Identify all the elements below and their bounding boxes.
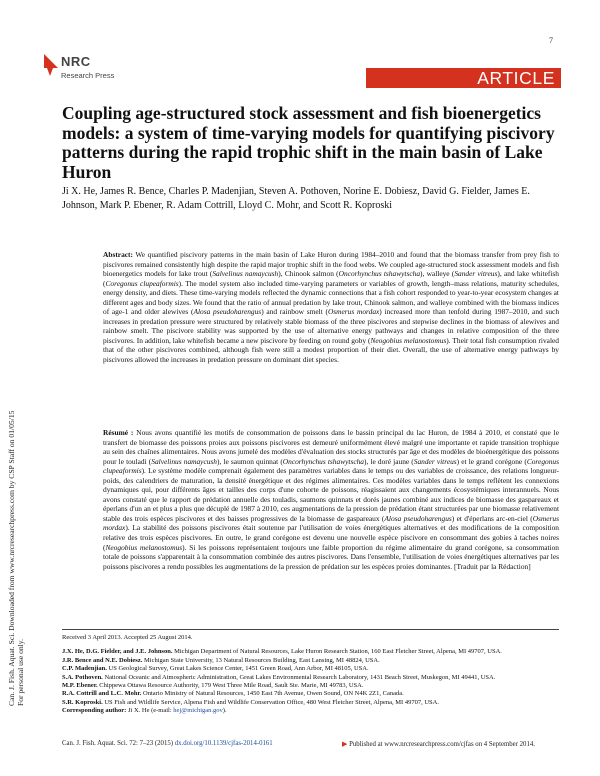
affiliation [62,674,559,682]
abstract-text: ). Their total fish consumption rivaled that of the other piscivores combined, although fish were still a modest proportion of their diet. Overall, the use of alternative energy pathways by piscivores allowed the increases in predation pressure on dominant diet species. [103,335,559,365]
abstract-text: We quantified piscivory patterns in the main basin of Lake Huron during 1984–2010 and found that the biomass transfer from prey fish to piscivores remained consistently high despite the rapid major trophic shift in the food webs. We coupled age-structured stock assessment models and fish bioenergetics models for lake trout ( [103,250,559,279]
resume-label: Résumé : [103,428,134,437]
abstract-text: ) increased more than tenfold during 1987–2010, and such increases in predation pressure were structured by relatively stable biomass of the three piscivores and stepwise declines in the biomass of alewives and rainbow smelt. The piscivore stability was supported by the use of alternative energy pathways and changes in relative composition of the three piscivores. In addition, lake whitefish became a new piscivore by feeding on round goby ( [103,307,560,345]
paper-title: Coupling age-structured stock assessment and fish bioenergetics models: a system of time-varying models for quantifying piscivory patterns during the rapid trophic shift in the main basin of Lake Huron [62,103,555,182]
resume-text: ), le doré jaune ( [364,456,414,466]
species-name: Coregonus clupeaformis [103,456,559,476]
download-stamp-line1: Can. J. Fish. Aquat. Sci. Downloaded from www.nrcresearchpress.com by CSP Staff on 01/05/15 [7,410,16,706]
affiliation-names: M.P. Ebener. [62,682,98,690]
resume-text: ) et le grand corégone ( [456,456,527,466]
published-text: Published at www.nrcresearchpress.com/cjfas on 4 September 2014. [347,741,535,748]
affiliation-address: US Fish and Wildlife Service, Alpena Fish and Wildlife Conservation Office, 480 West Fletcher Street, Alpena, MI 49707, USA. [102,698,439,706]
species-name: Osmerus mordax [327,307,380,317]
author-list: Ji X. He, James R. Bence, Charles P. Madenjian, Steven A. Pothoven, Norine E. Dobiesz, David G. Fielder, James E. Johnson, Mark P. Ebener, R. Adam Cottrill, Lloyd C. Mohr, and Scott R. Koproski [62,186,530,211]
affiliation-address: Michigan Department of Natural Resources, Lake Huron Research Station, 160 East Fletcher Street, Alpena, MI 49707, USA. [172,648,502,656]
received-dates: Received 3 April 2013. Accepted 25 August 2014. [62,634,193,641]
abstract [103,250,559,365]
abstract-text: ), walleye ( [420,269,455,279]
download-stamp [7,186,25,706]
species-name: Salvelinus namaycush [151,456,218,466]
species-name: Sander vitreus [413,456,457,466]
affiliation [62,690,559,698]
species-name: Coregonus clupeaformis [105,278,179,288]
affiliation [62,682,559,690]
species-name: Sander vitreus [454,269,498,279]
species-name: Oncorhynchus tshawytscha [338,269,421,279]
download-stamp-line2: For personal use only. [16,639,25,706]
abstract-label: Abstract: [103,250,133,259]
logo-name: NRC [61,54,91,69]
species-name: Neogobius melanostomus [105,542,183,552]
affiliation-address: Ontario Ministry of Natural Resources, 1450 East 7th Avenue, Owen Sound, ON N4K 2Z1, Canada. [141,690,404,698]
abstract-text: ), Chinook salmon ( [278,269,339,279]
affiliation-names: J.R. Bence and N.E. Dobiesz. [62,656,143,664]
affiliation-address: US Geological Survey, Great Lakes Science Center, 1451 Green Road, Ann Arbor, MI 48105, USA. [106,665,369,673]
abstract-text: ) and rainbow smelt ( [261,307,328,317]
resume [103,428,559,571]
corresponding-name: Ji X. He (e-mail: [126,707,174,715]
affiliation [62,648,559,656]
affiliation-address: National Oceanic and Atmospheric Administration, Great Lakes Environmental Research Laboratory, 1431 Beach Street, Muskegon, MI 49441, USA. [102,673,496,681]
footer-published [342,740,535,748]
resume-text: ). Si les poissons représentaient toujours une faible proportion du régime alimentaire du grand corégone, sa consommation totale de poissons s'apparentait à la consommation combinée des autres piscivores. Dans l'ensemble, l'utilisation de voies énergétiques alternatives par les poissons piscivores a rendu possibles les augmentations de la pression de prédation sur les espèces proies dominantes. [Traduit par la Rédaction] [103,542,559,571]
affiliation-names: S.R. Koproski. [62,698,103,706]
species-name: Osmerus mordax [103,513,559,533]
species-name: Oncorhynchus tshawytscha [282,456,365,466]
affiliations-block [62,634,559,716]
resume-text: ). Le système modèle comprenait également des paramètres variables dans le temps ou des variables de croissance, des relations longueur-poids, des calendriers de maturation, la densité énergétique et des régimes alimentaires. Ces modèles variables dans le temps reflètent les connexions dynamiques qui, pour différents âges et tailles des corps d'une cohorte de poissons, réagissaient aux changements écosystémiques interannuels. Nous avons constaté que le rapport de prédation annuelle des touladis, saumons quinnats et dorés jaunes combiné aux indices de biomasse des gaspareaux et éperlans d'un an et plus a plus que décuplé de 1987 à 2010, ces augmentations de la pression de prédation étant structurées par une biomasse relativement stable des trois espèces piscivores et des baisses progressives de la biomasse de gaspareaux ( [103,466,559,523]
logo-subtitle: Research Press [61,71,115,80]
species-name: Neogobius melanostomus [370,335,447,345]
resume-text: ). La stabilité des poissons piscivores était soutenue par l'utilisation de voies énergétiques alternatives et des modifications de la composition relative des trois espèces piscivores. En outre, le grand corégone est devenu une nouvelle espèce piscivore en consommant des gobies à taches noires ( [103,523,559,552]
resume-text: Nous avons quantifié les motifs de consommation de poissons dans le bassin principal du lac Huron, de 1984 à 2010, et constaté que le transfert de biomasse des poissons proies aux poissons piscivores est demeuré uniformément élevé malgré une importante et rapide transition trophique au sein des chaînes alimentaires. Nous avons jumelé des modèles d'évaluation des stocks structurés par âge et des modèles de bioénergétique des poissons pour le touladi ( [103,428,559,466]
doi-link[interactable]: dx.doi.org/10.1139/cjfas-2014-0161 [174,740,273,747]
affiliation-names: R.A. Cottrill and L.C. Mohr. [62,690,142,698]
species-name: Alosa pseudoharengus [384,513,452,523]
corresponding-label: Corresponding author: [62,707,127,715]
affiliation-address: Michigan State University, 13 Natural Resources Building, East Lansing, MI 48824, USA. [142,656,380,664]
abstract-text: ), and lake whitefish ( [103,269,559,288]
affiliation [62,657,559,665]
resume-text: ), le saumon quinnat ( [217,456,283,466]
page-number: 7 [549,36,553,45]
section-divider [62,629,559,630]
nrc-logo [44,52,134,86]
article-type-label: ARTICLE [477,68,555,88]
affiliation-names: S.A. Pothoven. [62,673,103,681]
species-name: Salvelinus namaycush [212,269,279,279]
affiliation [62,665,559,673]
corresponding-email-link[interactable]: hej@michigan.gov [173,707,223,715]
nrc-maple-icon [44,52,60,78]
triangle-icon: ▶ [342,740,348,748]
footer-citation [62,740,273,747]
article-type-banner [366,68,561,88]
species-name: Alosa pseudoharengus [193,307,262,317]
affiliation [62,699,559,707]
resume-text: ) et d'éperlans arc-en-ciel ( [451,513,533,523]
citation-text: Can. J. Fish. Aquat. Sci. 72: 7–23 (2015) [62,740,175,747]
abstract-text: ). The model system also included time-varying parameters or variables of growth, length–mass relations, maturity schedules, energy density, and diets. These time-varying models reflected the dynamic connections that a fish cohort responded to year-to-year ecosystem changes at different ages and body sizes. We found that the ratio of annual predation by lake trout, Chinook salmon, and walleye combined with the biomass indices of age-1 and older alewives ( [103,278,560,317]
corresponding-end: ). [222,707,227,715]
corresponding-author [62,707,559,715]
affiliation-address: Chippewa Ottawa Resource Authority, 179 West Three Mile Road, Sault Ste. Marie, MI 49783, USA. [97,682,364,690]
affiliation-names: J.X. He, D.G. Fielder, and J.E. Johnson. [62,648,173,656]
affiliation-names: C.P. Madenjian. [62,665,107,673]
